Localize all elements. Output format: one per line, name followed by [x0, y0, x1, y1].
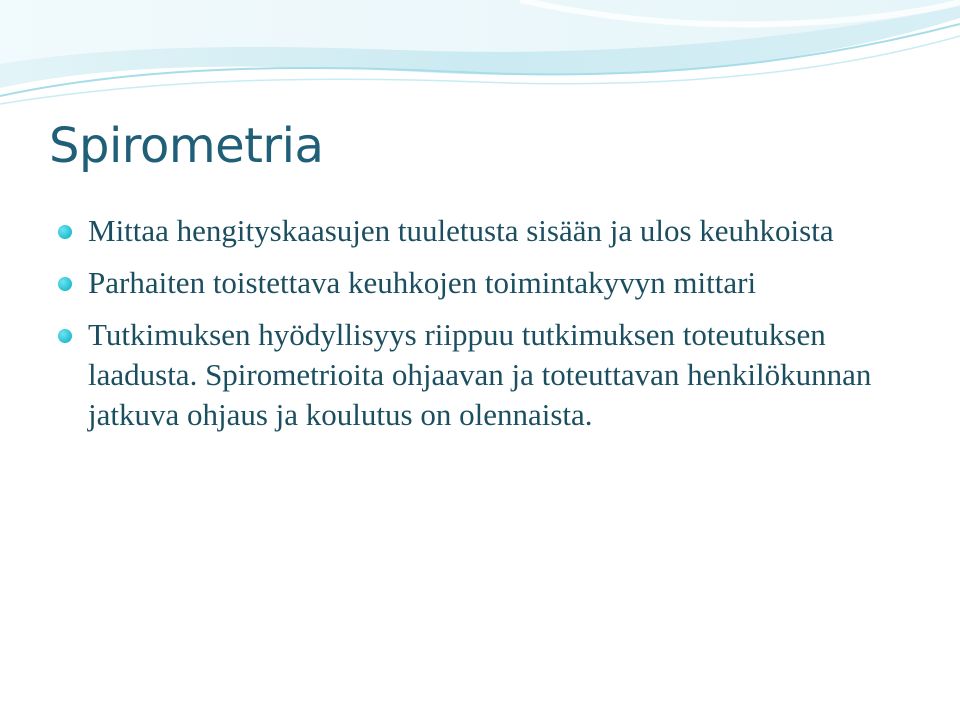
bullet-item — [56, 211, 916, 251]
bullet-dot-icon — [58, 329, 72, 343]
bullet-dot-icon — [58, 277, 72, 291]
bullet-item — [56, 315, 916, 435]
bullet-text: Parhaiten toistettava keuhkojen toimintakyvyn mittari — [88, 265, 757, 300]
header-wave-decoration — [0, 0, 960, 120]
bullet-list — [56, 211, 916, 447]
bullet-dot-icon — [58, 225, 72, 239]
slide-title: Spirometria — [49, 118, 324, 174]
bullet-item — [56, 263, 916, 303]
bullet-text: Mittaa hengityskaasujen tuuletusta sisään ja ulos keuhkoista — [88, 213, 834, 248]
bullet-text: Tutkimuksen hyödyllisyys riippuu tutkimuksen toteutuksen laadusta. Spirometrioita ohjaavan ja toteuttavan henkilökunnan jatkuva ohjaus ja koulutus on olennaista. — [88, 317, 872, 432]
